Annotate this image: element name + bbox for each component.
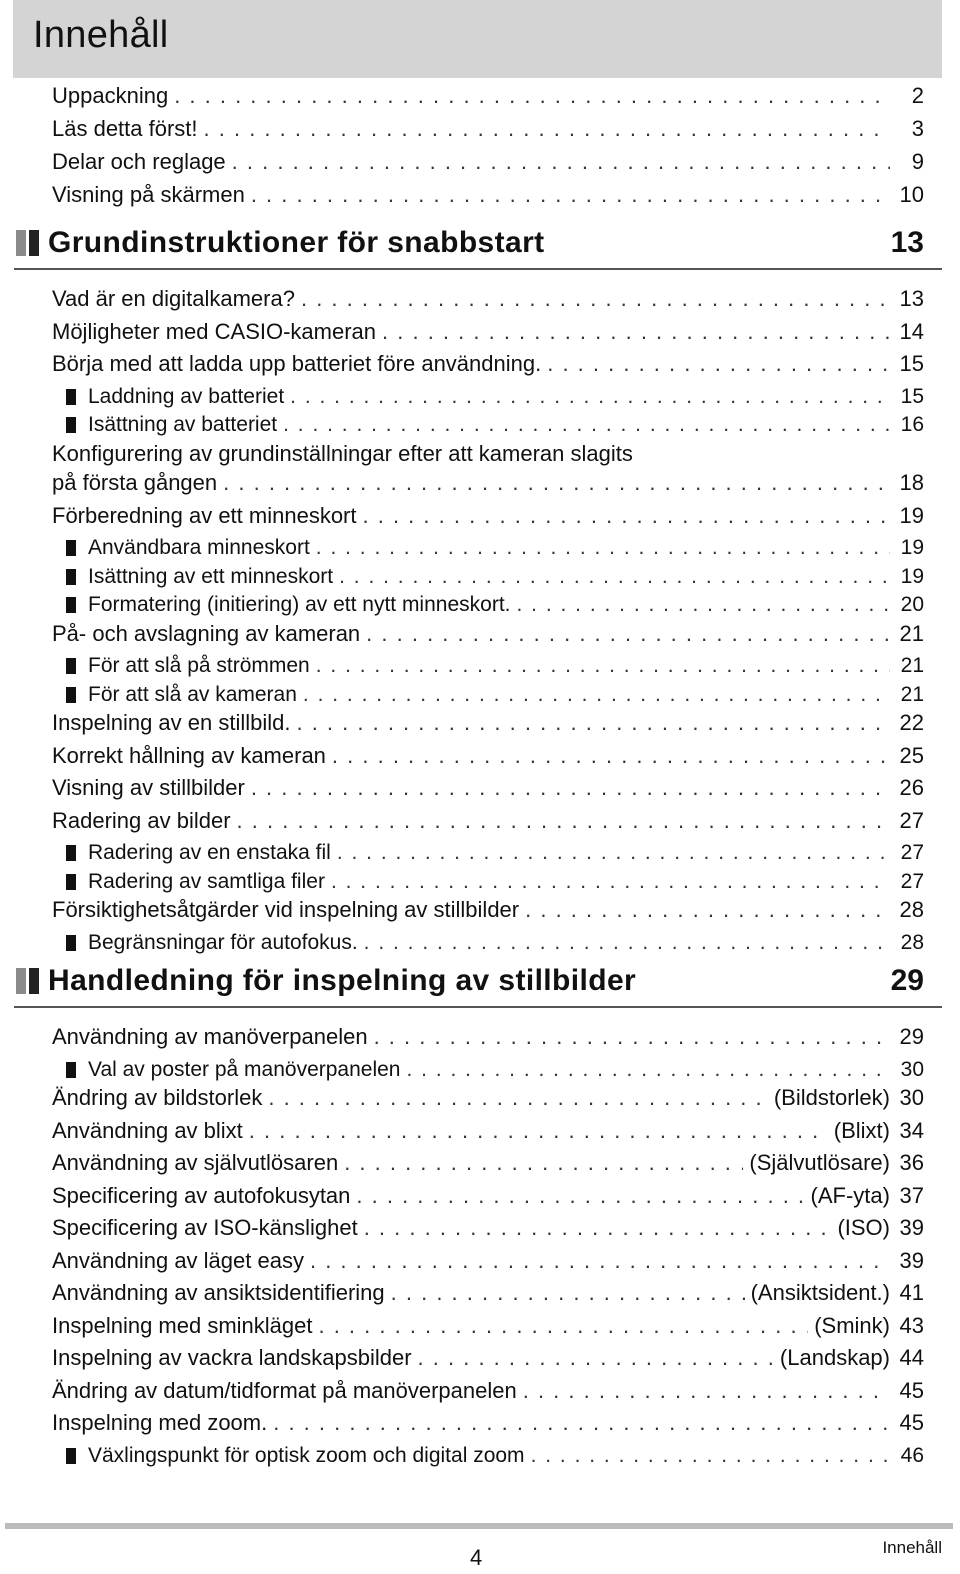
leader-dots: [374, 1022, 890, 1052]
leader-dots: [316, 533, 890, 563]
toc-entry-page: 39: [899, 1215, 924, 1240]
toc-entry-page: 28: [899, 897, 924, 922]
bullet-icon: [66, 687, 76, 703]
toc-entry-label: Inspelning av en stillbild.: [52, 710, 291, 735]
toc-entry-page: 2: [911, 83, 924, 108]
leader-dots: [356, 1181, 804, 1211]
leader-dots: [525, 895, 890, 925]
toc-entry-label: Uppackning: [52, 83, 169, 108]
leader-dots: [364, 928, 890, 958]
bullet-icon: [66, 1062, 76, 1078]
bullet-icon: [66, 1448, 76, 1464]
toc-entry[interactable]: [52, 1116, 924, 1146]
section-page: 13: [890, 226, 924, 259]
toc-entry-page: 29: [899, 1024, 924, 1049]
toc-entry-page: 30: [900, 1057, 924, 1081]
leader-dots: [273, 1408, 890, 1438]
toc-subentry[interactable]: [66, 651, 924, 681]
toc-entry[interactable]: [52, 773, 924, 803]
toc-entry-label: Inspelning av vackra landskapsbilder: [52, 1345, 412, 1370]
bullet-icon: [66, 658, 76, 674]
toc-entry-label: Delar och reglage: [52, 149, 226, 174]
toc-entry-label: Visning av stillbilder: [52, 775, 245, 800]
toc-entry[interactable]: [52, 317, 924, 347]
leader-dots: [382, 317, 890, 347]
leader-dots: [237, 806, 890, 836]
toc-subentry[interactable]: [66, 410, 924, 440]
toc-entry-label: Försiktighetsåtgärder vid inspelning av stillbilder: [52, 897, 520, 922]
toc-entry[interactable]: [52, 806, 924, 836]
toc-entry[interactable]: [52, 1213, 924, 1243]
page-number: 4: [470, 1545, 483, 1570]
toc-entry-label: Visning på skärmen: [52, 182, 245, 207]
leader-dots: [331, 867, 890, 897]
toc-entry[interactable]: [52, 708, 924, 738]
toc-entry-label: Möjligheter med CASIO-kameran: [52, 318, 377, 344]
toc-entry-note: (AF-yta): [810, 1182, 890, 1208]
toc-entry-page: 21: [900, 654, 924, 677]
toc-entry-page: 18: [899, 469, 924, 495]
toc-subentry[interactable]: [66, 382, 924, 412]
toc-entry-page: 28: [900, 930, 924, 954]
toc-entry-label: Specificering av ISO-känslighet: [52, 1215, 358, 1240]
toc-entry-label: Begränsningar för autofokus.: [88, 930, 358, 954]
toc-entry-page: 41: [899, 1280, 924, 1305]
leader-dots: [406, 1055, 890, 1085]
toc-entry-label: Inspelning med zoom.: [52, 1410, 268, 1435]
leader-dots: [366, 619, 890, 649]
toc-subentry[interactable]: [66, 1441, 924, 1471]
toc-entry[interactable]: [52, 1022, 924, 1052]
toc-entry[interactable]: [52, 1278, 924, 1308]
leader-dots: [364, 1213, 832, 1243]
toc-entry-note: (Smink): [814, 1312, 890, 1338]
footer-divider: [5, 1523, 953, 1529]
leader-dots: [363, 501, 891, 531]
toc-entry-label: Radering av bilder: [52, 807, 231, 833]
toc-entry-page: 21: [899, 620, 924, 646]
toc-entry-page: 3: [911, 116, 924, 141]
toc-subentry[interactable]: [66, 533, 924, 563]
leader-dots: [296, 708, 890, 738]
toc-entry-label: Användning av självutlösaren: [52, 1150, 339, 1175]
toc-entry[interactable]: [52, 895, 924, 925]
leader-dots: [204, 114, 890, 144]
toc-entry-page: 34: [899, 1117, 924, 1143]
toc-entry-page: 14: [899, 318, 924, 344]
toc-entry-label: För att slå av kameran: [88, 682, 297, 706]
leader-dots: [516, 590, 890, 620]
toc-entry-page: 37: [899, 1182, 924, 1208]
toc-entry[interactable]: [52, 1343, 924, 1373]
toc-entry-page: 36: [899, 1150, 924, 1175]
toc-subentry[interactable]: [66, 867, 924, 897]
leader-dots: [547, 349, 890, 379]
leader-dots: [232, 147, 890, 177]
leader-dots: [251, 180, 890, 210]
toc-entry-page: 27: [900, 841, 924, 864]
toc-entry-page: 10: [899, 182, 924, 207]
toc-entry[interactable]: [52, 114, 924, 144]
page-title: Innehåll: [33, 14, 169, 56]
toc-entry-note: (ISO): [837, 1215, 890, 1240]
toc-entry-label: Korrekt hållning av kameran: [52, 742, 326, 768]
leader-dots: [303, 680, 890, 710]
toc-entry-page: 19: [900, 564, 924, 588]
toc-entry-page: 45: [899, 1410, 924, 1435]
toc-subentry[interactable]: [66, 680, 924, 710]
toc-entry[interactable]: [52, 501, 924, 531]
leader-dots: [268, 1083, 768, 1113]
leader-dots: [290, 382, 890, 412]
toc-entry[interactable]: [52, 1181, 924, 1211]
toc-entry-label: Användning av ansiktsidentifiering: [52, 1280, 385, 1305]
toc-entry-note: (Bildstorlek): [773, 1085, 890, 1110]
toc-entry-page: 9: [911, 149, 924, 174]
toc-entry-page: 27: [899, 807, 924, 833]
toc-entry[interactable]: [52, 1408, 924, 1438]
bullet-icon: [66, 935, 76, 951]
toc-entry[interactable]: [52, 1148, 924, 1178]
title-bar: [13, 0, 942, 78]
bullet-icon: [66, 569, 76, 585]
leader-dots: [391, 1278, 745, 1308]
toc-entry-note: (Ansiktsident.): [750, 1280, 890, 1305]
toc-entry-page: 16: [900, 413, 924, 436]
toc-entry-page: 13: [899, 286, 924, 311]
leader-dots: [337, 838, 890, 868]
toc-entry[interactable]: [52, 619, 924, 649]
toc-entry[interactable]: [52, 1083, 924, 1113]
toc-entry-page: 21: [900, 682, 924, 706]
bullet-icon: [66, 417, 76, 433]
toc-entry-label: Specificering av autofokusytan: [52, 1182, 351, 1208]
toc-entry-page: 46: [900, 1443, 924, 1467]
leader-dots: [318, 1311, 808, 1341]
toc-entry-label: Läs detta först!: [52, 116, 198, 141]
toc-entry-label: Isättning av ett minneskort: [88, 564, 334, 588]
leader-dots: [344, 1148, 743, 1178]
toc-entry-page: 39: [899, 1247, 924, 1273]
bullet-icon: [66, 845, 76, 861]
toc-entry-label: Ändring av datum/tidformat på manöverpanelen: [52, 1377, 517, 1403]
toc-entry-label: Användning av läget easy: [52, 1247, 304, 1273]
section-page: 29: [890, 964, 924, 997]
toc-entry-label: Vad är en digitalkamera?: [52, 286, 295, 311]
toc-entry[interactable]: [52, 180, 924, 210]
toc-entry-page: 44: [899, 1345, 924, 1370]
leader-dots: [339, 562, 890, 592]
leader-dots: [310, 1246, 890, 1276]
toc-entry[interactable]: [52, 1376, 924, 1406]
toc-entry-note: (Landskap): [779, 1345, 890, 1370]
toc-entry-note: (Blixt): [833, 1117, 890, 1143]
leader-dots: [283, 410, 890, 440]
leader-dots: [301, 284, 890, 314]
toc-entry[interactable]: [52, 1311, 924, 1341]
toc-entry-label: Isättning av batteriet: [88, 413, 278, 436]
toc-subentry[interactable]: [66, 928, 924, 958]
bullet-icon: [66, 597, 76, 613]
leader-dots: [332, 741, 890, 771]
toc-entry-page: 15: [899, 351, 924, 376]
leader-dots: [174, 81, 890, 111]
toc-entry-page: 15: [900, 384, 924, 408]
section-title: Grundinstruktioner för snabbstart: [48, 226, 545, 259]
toc-entry-label: Växlingspunkt för optisk zoom och digital zoom: [88, 1443, 525, 1467]
toc-entry-label: Börja med att ladda upp batteriet före användning.: [52, 351, 542, 376]
leader-dots: [523, 1376, 890, 1406]
toc-entry-label: På- och avslagning av kameran: [52, 620, 361, 646]
leader-dots: [418, 1343, 774, 1373]
toc-entry-page: 19: [900, 536, 924, 559]
toc-entry-label: Radering av samtliga filer: [88, 869, 325, 893]
section-header: [14, 224, 942, 270]
toc-entry[interactable]: [52, 468, 924, 498]
toc-subentry[interactable]: [66, 562, 924, 592]
leader-dots: [249, 1116, 828, 1146]
toc-entry-label: Användning av manöverpanelen: [52, 1024, 368, 1049]
footer-label: Innehåll: [882, 1538, 942, 1557]
toc-entry-page: 27: [900, 869, 924, 893]
toc-entry[interactable]: [52, 284, 924, 314]
toc-entry-label: Förberedning av ett minneskort: [52, 502, 357, 528]
toc-entry-label: Användning av blixt: [52, 1117, 243, 1143]
section-marker-icon: [16, 230, 40, 256]
section-marker-icon: [16, 968, 40, 994]
section-title: Handledning för inspelning av stillbilder: [48, 964, 637, 997]
toc-entry-page: 25: [899, 742, 924, 768]
toc-entry-label: på första gången: [52, 469, 218, 495]
toc-entry-label: Laddning av batteriet: [88, 384, 285, 408]
toc-entry[interactable]: [52, 147, 924, 177]
leader-dots: [223, 468, 890, 498]
toc-subentry[interactable]: [66, 838, 924, 868]
toc-entry-note: (Självutlösare): [749, 1150, 890, 1175]
toc-entry-page: 43: [899, 1312, 924, 1338]
bullet-icon: [66, 389, 76, 405]
toc-entry-label: Radering av en enstaka fil: [88, 841, 331, 864]
toc-entry[interactable]: [52, 81, 924, 111]
leader-dots: [531, 1441, 890, 1471]
toc-entry-label-line1[interactable]: Konfigurering av grundinställningar efter att kameran slagits: [52, 440, 633, 466]
toc-entry-label: Ändring av bildstorlek: [52, 1085, 263, 1110]
toc-entry-label: Inspelning med sminkläget: [52, 1312, 313, 1338]
toc-entry-page: 22: [899, 710, 924, 735]
toc-entry-label: Val av poster på manöverpanelen: [88, 1057, 401, 1081]
leader-dots: [251, 773, 890, 803]
leader-dots: [316, 651, 890, 681]
bullet-icon: [66, 540, 76, 556]
toc-entry-label: Användbara minneskort: [88, 536, 310, 559]
toc-entry[interactable]: [52, 1246, 924, 1276]
toc-subentry[interactable]: [66, 590, 924, 620]
toc-entry-page: 20: [900, 593, 924, 616]
toc-entry-page: 45: [899, 1377, 924, 1403]
bullet-icon: [66, 874, 76, 890]
toc-entry-label: För att slå på strömmen: [88, 654, 310, 677]
toc-entry-label: Formatering (initiering) av ett nytt minneskort.: [88, 593, 511, 616]
toc-entry-page: 26: [899, 775, 924, 800]
toc-entry-page: 30: [899, 1085, 924, 1110]
toc-entry-page: 19: [899, 502, 924, 528]
section-header: [14, 962, 942, 1008]
toc-entry[interactable]: [52, 349, 924, 379]
toc-entry[interactable]: [52, 741, 924, 771]
toc-subentry[interactable]: [66, 1055, 924, 1085]
